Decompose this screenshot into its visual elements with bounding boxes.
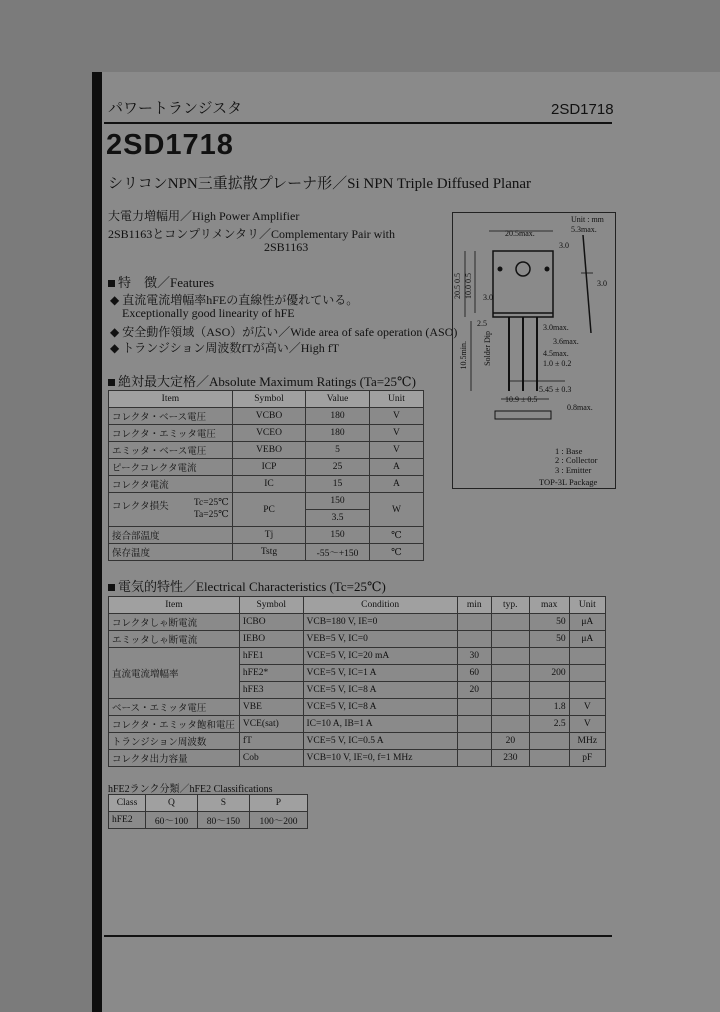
abs-max-table [108,390,424,561]
dimension-label: 10.9 ± 0.5 [505,395,538,404]
dimension-label: 5.3max. [571,225,597,234]
table-row: コレクタ・ベース電圧 VCBO 180 V [109,408,424,425]
header-part-number: 2SD1718 [551,101,614,118]
electrical-heading: 電気的特性／Electrical Characteristics (Tc=25℃) [108,576,386,595]
table-row: コレクタしゃ断電流 ICBO VCB=180 V, IE=0 50 μA [109,614,606,631]
table-row: 3.5 [109,510,424,527]
table-header-row: Item Symbol Value Unit [109,391,424,408]
table-row: コレクタ電流 IC 15 A [109,476,424,493]
table-header-row: Class Q S P [109,795,308,812]
dimension-label: 3.0 [483,293,493,302]
dimension-label: 10.0 0.5 [464,273,473,299]
table-row: 直流電流増幅率 hFE1 VCE=5 V, IC=20 mA 30 [109,648,606,665]
table-row: ピークコレクタ電流 ICP 25 A [109,459,424,476]
table-row: hFE2* VCE=5 V, IC=1 A 60 200 [109,665,606,682]
dimension-label: 20.5max. [505,229,535,238]
section-marker [108,280,115,287]
table-row: コレクタ出力容量 Cob VCB=10 V, IE=0, f=1 MHz 230 pF [109,750,606,767]
application-line-1: 大電力増幅用／High Power Amplifier [108,209,300,223]
dimension-label: 3.0max. [543,323,569,332]
features-heading: 特 徴／Features [108,272,214,291]
table-row: エミッタしゃ断電流 IEBO VEB=5 V, IC=0 50 μA [109,631,606,648]
dimension-label: 4.5max. [543,349,569,358]
footer-rule [104,935,612,937]
dimension-label: 3.0 [559,241,569,250]
scan-edge [92,72,102,1012]
feature-item: ◆ 直流電流増幅率hFEの直線性が優れている。 [110,293,359,307]
dimension-label: 5.45 ± 0.3 [539,385,572,394]
series-label: パワートランジスタ [108,99,243,117]
table-row: 保存温度 Tstg -55～+150 ℃ [109,544,424,561]
header-rule [104,122,612,124]
package-outline-box [452,212,616,489]
electrical-characteristics-table [108,596,606,767]
application-line-2: 2SB1163とコンプリメンタリ／Complementary Pair with [108,227,396,241]
application-line-3: 2SB1163 [264,240,309,254]
package-name: TOP-3L Package [539,477,598,487]
table-header-row: Item Symbol Condition min typ. max Unit [109,597,606,614]
table-row: コレクタ損失 Tc=25℃ Ta=25℃ PC 150 W [109,493,424,510]
hfe-class-table [108,794,308,829]
dimension-label: 10.5min. [459,341,468,370]
table-row: ベース・エミッタ電圧 VBE VCE=5 V, IC=8 A 1.8 V [109,699,606,716]
unit-label: Unit : mm [571,215,604,224]
pin-legend: 1 : Base 2 : Collector 3 : Emitter [555,446,598,475]
table-row: エミッタ・ベース電圧 VEBO 5 V [109,442,424,459]
section-marker [108,584,115,591]
dimension-label: Solder Dip [483,331,492,366]
feature-item: Exceptionally good linearity of hFE [122,306,295,320]
table-row: コレクタ・エミッタ電圧 VCEO 180 V [109,425,424,442]
dimension-label: 2.5 [477,319,487,328]
dimension-label: 0.8max. [567,403,593,412]
dimension-label: 20.5 0.5 [453,273,462,299]
table-row: 接合部温度 Tj 150 ℃ [109,527,424,544]
table-row: トランジション周波数 fT VCE=5 V, IC=0.5 A 20 MHz [109,733,606,750]
table-row: コレクタ・エミッタ飽和電圧 VCE(sat) IC=10 A, IB=1 A 2.5 V [109,716,606,733]
dimension-label: 3.6max. [553,337,579,346]
table-row: hFE2 60～100 80～150 100～200 [109,812,308,829]
dimension-label: 3.0 [597,279,607,288]
section-marker [108,379,115,386]
abs-max-heading: 絶対最大定格／Absolute Maximum Ratings (Ta=25℃) [108,371,416,390]
feature-item: ◆ トランジション周波数fTが高い／High fT [110,341,340,355]
feature-item: ◆ 安全動作領域（ASO）が広い／Wide area of safe operation (ASO) [110,325,458,339]
device-description: シリコンNPN三重拡散プレーナ形／Si NPN Triple Diffused Planar [108,176,532,192]
table-row: hFE3 VCE=5 V, IC=8 A 20 [109,682,606,699]
part-number-title: 2SD1718 [106,129,234,161]
dimension-label: 1.0 ± 0.2 [543,359,572,368]
hfe-class-heading: hFE2ランク分類／hFE2 Classifications [108,784,273,795]
